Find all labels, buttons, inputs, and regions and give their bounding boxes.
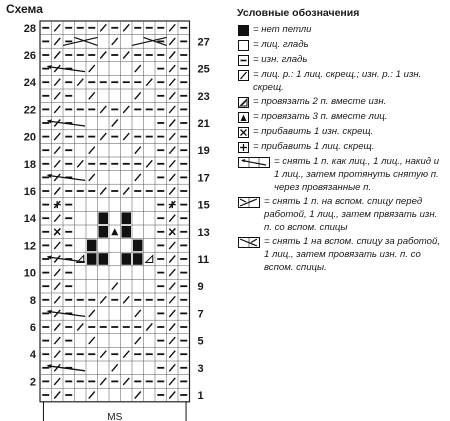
legend-title: Условные обозначения [237,7,360,19]
plus-icon [237,141,250,154]
legend-item [237,38,445,52]
row-number-left: 8 [29,294,36,307]
row-number-right: 3 [197,362,204,375]
no-stitch-symbol [133,240,143,252]
triangle-icon [237,111,250,124]
legend-item-text: = прибавить 1 изн. скрещ. [253,126,374,137]
long-arrow-left-icon [237,156,271,169]
cross-left-icon [237,196,261,209]
no-stitch-symbol [133,253,143,265]
row-number-right: 11 [197,254,210,266]
legend-item [237,235,445,274]
legend-item [237,110,445,124]
repeat-bracket [43,402,186,421]
legend-item-text: = снять 1 п. как лиц., 1 лиц., накид и 1 лиц., затем протянуть снятую п. через провязанные п. [274,156,440,193]
row-number-right: 27 [197,36,210,49]
chart-grid [40,21,190,402]
row-number-left: 16 [23,186,36,198]
row-number-right: 17 [197,172,210,185]
legend-item [237,95,445,109]
legend [237,7,445,275]
no-stitch-symbol [122,226,132,238]
row-number-right: 1 [197,390,204,402]
row-number-right: 9 [197,281,204,294]
no-stitch-symbol [87,240,97,252]
legend-item-text: = провязать 3 п. вместе лиц. [253,111,388,122]
row-number-right: 13 [197,226,210,239]
solid-square-icon [237,24,250,37]
legend-item-text: = прибавить 1 лиц. скрещ. [253,141,375,152]
dash-icon [237,54,250,67]
row-number-right: 7 [197,308,204,321]
row-number-right: 5 [197,335,204,348]
row-number-right: 19 [197,145,210,158]
legend-item-text: = лиц. гладь [253,39,309,50]
row-number-right: 25 [197,63,210,76]
legend-item-text: = снять 1 на вспом. спицу за работой, 1 лиц., затем провязать изн. п. со вспом. спицы. [264,236,441,273]
row-number-right: 21 [197,118,210,130]
row-number-left: 20 [23,131,36,144]
row-number-right: 15 [197,199,210,212]
legend-item-text: = нет петли [253,24,312,35]
no-stitch-symbol [99,253,109,265]
no-stitch-symbol [122,212,132,224]
cross-right-icon [237,236,261,249]
legend-item-text: = изн. гладь [253,54,308,65]
chart-title: Схема [6,2,43,16]
no-stitch-symbol [99,212,109,224]
cross-x-icon [237,126,250,139]
triangle-slash-icon [237,96,250,109]
row-number-right: 23 [197,90,210,103]
row-number-left: 10 [23,267,36,280]
legend-item [237,23,445,37]
row-number-left: 24 [23,77,36,90]
legend-item [237,155,445,194]
row-number-left: 26 [23,50,36,62]
legend-item [237,125,445,139]
no-stitch-symbol [122,253,132,265]
repeat-label: MS [107,411,123,421]
empty-square-icon [237,39,250,52]
legend-item [237,53,445,67]
row-number-left: 6 [29,322,36,334]
legend-item [237,140,445,154]
row-number-left: 2 [29,376,36,389]
legend-item [237,68,445,94]
row-number-left: 4 [29,349,36,362]
no-stitch-symbol [87,253,97,265]
legend-item [237,195,445,234]
row-number-left: 12 [23,240,36,253]
row-number-left: 18 [23,158,36,171]
no-stitch-symbol [99,226,109,238]
row-number-left: 14 [23,213,36,226]
legend-item-text: = лиц. р.: 1 лиц. скрещ.; изн. р.: 1 изн. скрещ. [253,69,422,93]
slash-icon [237,69,250,82]
legend-item-text: = провязать 2 п. вместе изн. [253,96,387,107]
legend-item-text: = снять 1 п. на вспом. спицу перед работой, 1 лиц., затем првязать изн. п. со вспом. спицы [264,196,438,233]
row-number-left: 28 [23,22,36,35]
row-number-left: 22 [23,104,36,117]
